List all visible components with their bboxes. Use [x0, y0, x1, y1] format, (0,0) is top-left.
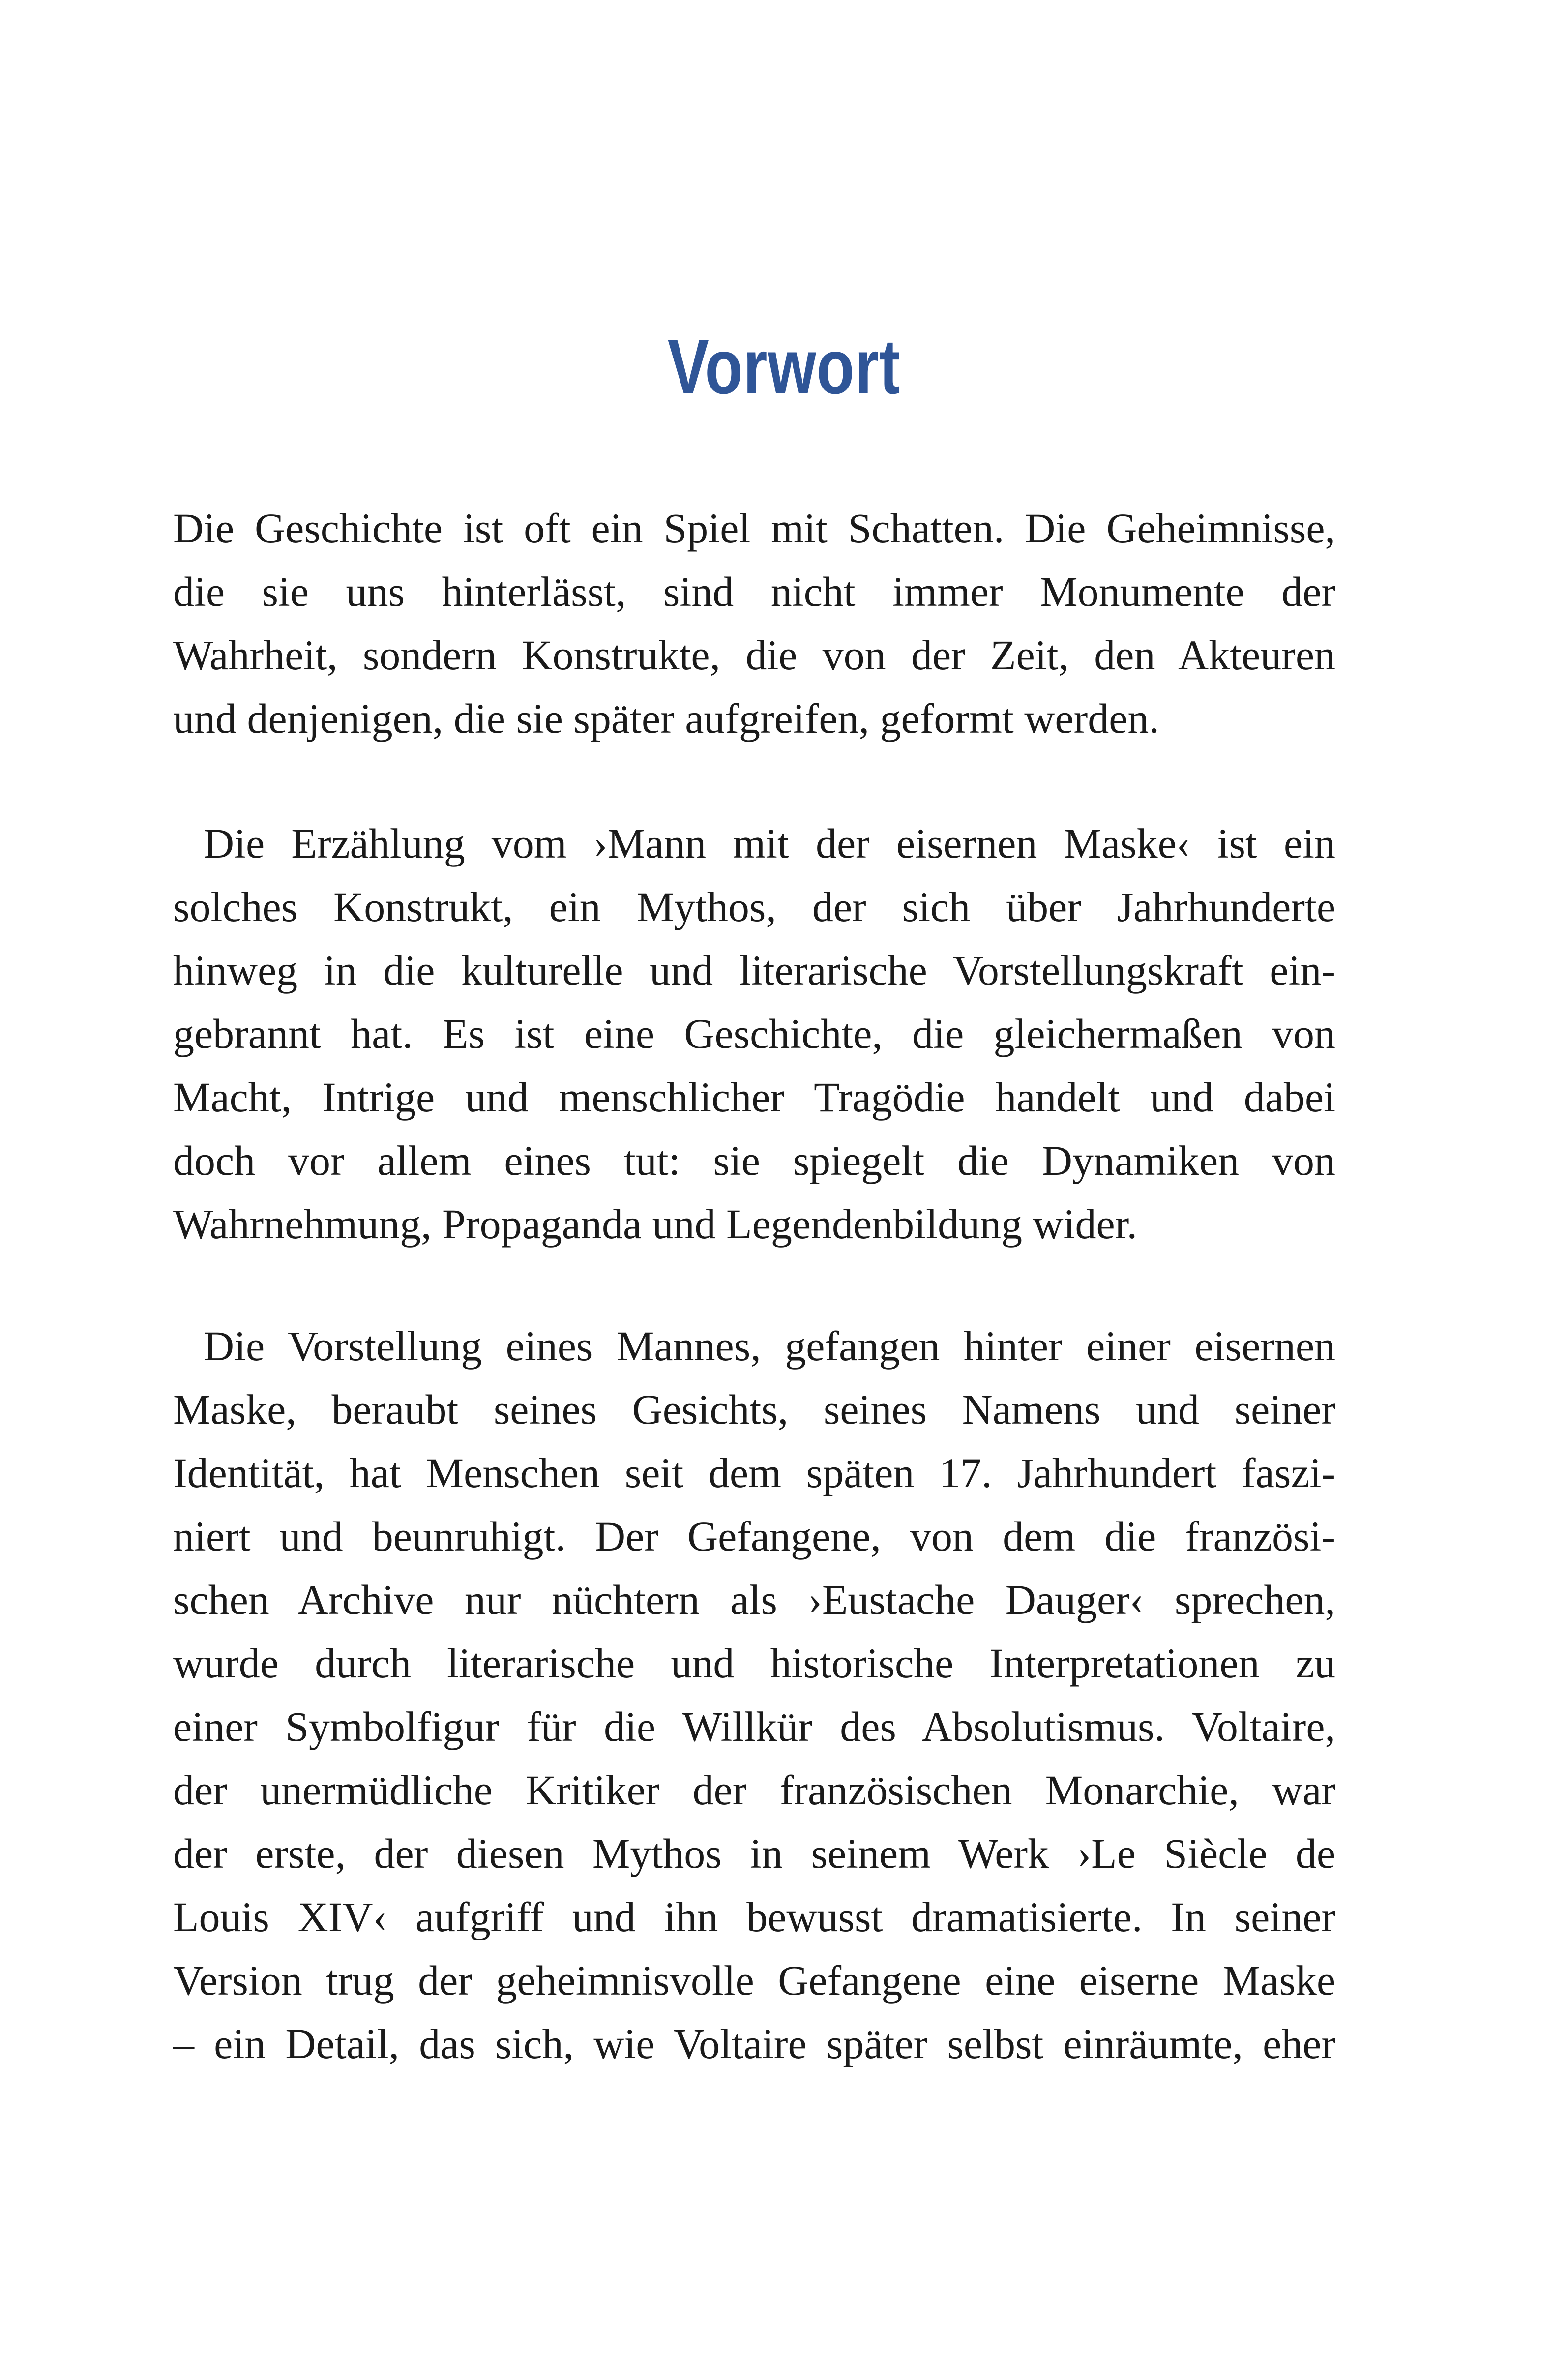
text-line: wurde durch literarische und historische Interpretationen zu — [173, 1640, 1335, 1687]
text-line: niert und beunruhigt. Der Gefangene, von dem die französi- — [173, 1513, 1335, 1560]
text-line: Identität, hat Menschen seit dem späten 17. Jahrhundert faszi- — [173, 1449, 1335, 1496]
text-line: Die Erzählung vom ›Mann mit der eisernen Maske‹ ist ein — [204, 820, 1335, 867]
text-line: schen Archive nur nüchtern als ›Eustache Dauger‹ sprechen, — [173, 1576, 1335, 1623]
paragraph-1 — [173, 497, 1335, 750]
text-line: einer Symbolfigur für die Willkür des Absolutismus. Voltaire, — [173, 1703, 1335, 1750]
text-line: Louis XIV‹ aufgriff und ihn bewusst dramatisierte. In seiner — [173, 1893, 1335, 1940]
text-line: solches Konstrukt, ein Mythos, der sich über Jahrhunderte — [173, 883, 1335, 930]
chapter-title: Vorwort — [667, 323, 901, 410]
text-line: hinweg in die kulturelle und literarische Vorstellungskraft ein- — [173, 947, 1335, 994]
text-line: Macht, Intrige und menschlicher Tragödie handelt und dabei — [173, 1074, 1335, 1121]
paragraph-2 — [173, 812, 1335, 1256]
text-line: der erste, der diesen Mythos in seinem Werk ›Le Siècle de — [173, 1830, 1335, 1877]
text-line: Maske, beraubt seines Gesichts, seines Namens und seiner — [173, 1386, 1335, 1433]
text-line: Version trug der geheimnisvolle Gefangene eine eiserne Maske — [173, 1957, 1335, 2004]
text-line: Die Geschichte ist oft ein Spiel mit Schatten. Die Geheimnisse, — [173, 505, 1335, 552]
text-line: gebrannt hat. Es ist eine Geschichte, die gleichermaßen von — [173, 1010, 1335, 1057]
text-line: die sie uns hinterlässt, sind nicht immer Monumente der — [173, 568, 1335, 615]
text-line: und denjenigen, die sie später aufgreifen, geformt werden. — [173, 695, 1159, 742]
text-line: der unermüdliche Kritiker der französischen Monarchie, war — [173, 1766, 1335, 1814]
paragraph-3 — [173, 1314, 1335, 2076]
text-line: doch vor allem eines tut: sie spiegelt die Dynamiken von — [173, 1137, 1335, 1184]
text-line: Wahrnehmung, Propaganda und Legendenbildung wider. — [173, 1200, 1138, 1248]
text-line: Die Vorstellung eines Mannes, gefangen hinter einer eisernen — [204, 1322, 1335, 1370]
text-line: Wahrheit, sondern Konstrukte, die von der Zeit, den Akteuren — [173, 631, 1335, 679]
text-line: – ein Detail, das sich, wie Voltaire später selbst einräumte, eher — [173, 2020, 1335, 2067]
